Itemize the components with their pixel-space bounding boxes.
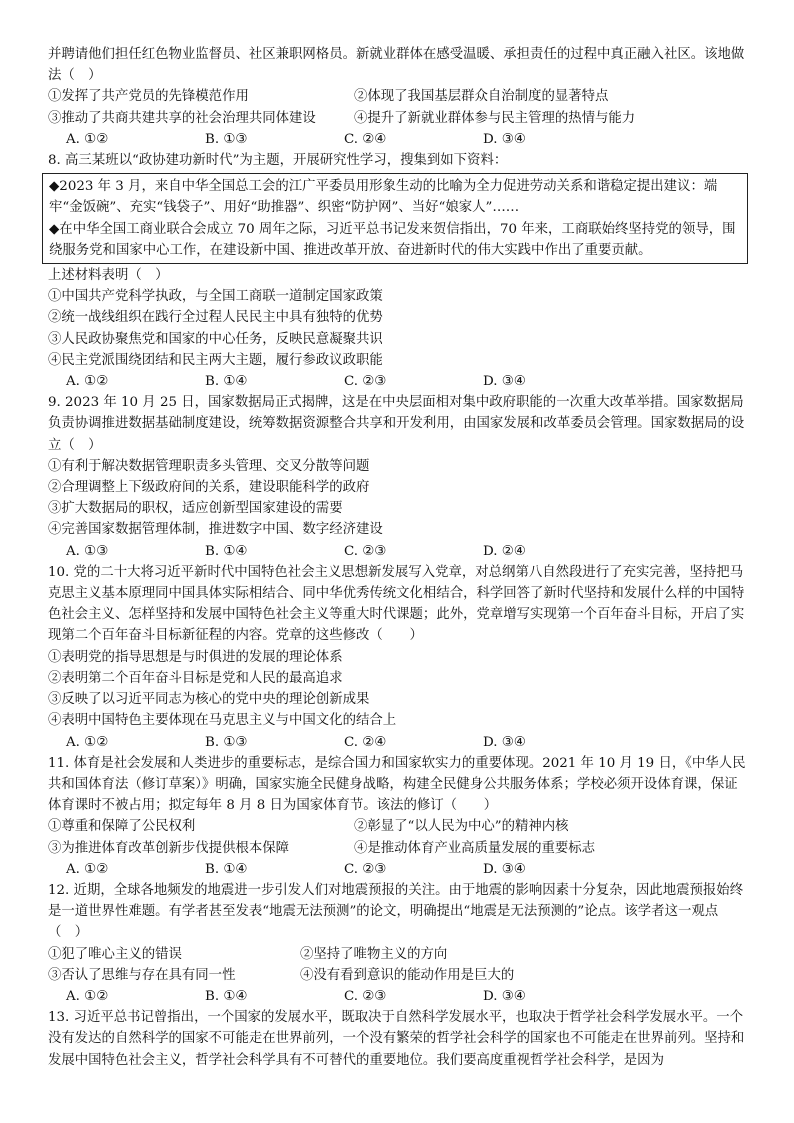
q8-answer-a: A. ①② [66,374,109,390]
q12-option-4: ④没有看到意识的能动作用是巨大的 [300,967,515,983]
q11-option-4: ④是推动体育产业高质量发展的重要标志 [354,840,596,856]
q12-answer-b: B. ①④ [205,988,248,1004]
q9-answer-b: B. ①④ [205,543,248,559]
q11-answer-a: A. ①② [66,861,109,877]
q8-question: 上述材料表明（ ） [48,268,169,284]
q11-answer-c: C. ②③ [344,861,387,877]
q10-answers [48,732,748,753]
q12-answer-a: A. ①② [66,988,109,1004]
q12-answer-d: D. ③④ [483,988,526,1004]
q12-options-row-1 [48,944,748,965]
q8-answer-c: C. ②③ [344,374,387,390]
q12-answers [48,986,748,1007]
exam-page [48,44,748,1071]
q12-option-1: ①犯了唯心主义的错误 [48,946,182,962]
q7-stem-tail: 并聘请他们担任红色物业监督员、社区兼职网格员。新就业群体在感受温暖、承担责任的过程中真正融入社区。该地做法（ ） [48,47,745,84]
q9-answer-a: A. ①③ [66,543,109,559]
q13-stem: 13. 习近平总书记曾指出，一个国家的发展水平，既取决于自然科学发展水平，也取决于哲学社会科学发展水平。一个没有发达的自然科学的国家不可能走在世界前列，一个没有繁荣的哲学社会科学的国家也不可能走在世界前列。坚持和发展中国特色社会主义，哲学社会科学具有不可替代的重要地位。我们要高度重视哲学社会科学，是因为 [48,1010,745,1068]
q11-option-1: ①尊重和保障了公民权利 [48,819,196,835]
q7-options-row-2 [48,108,748,129]
q8-stem: 8. 高三某班以“政协建功新时代”为主题，开展研究性学习，搜集到如下资料： [48,153,508,169]
q11-stem: 11. 体育是社会发展和人类进步的重要标志，是综合国力和国家软实力的重要体现。2021 年 10 月 19 日，《中华人民共和国体育法（修订草案）》明确，国家实施全民健身战略，构建全民健身公共服务体系；学校必须开设体育课，保证体育课时不被占用；拟定每年 8 月 8 日为国家体育节。该法的修订（ ） [48,755,746,814]
q11-option-2: ②彰显了“以人民为中心”的精神内核 [354,819,569,835]
q10-stem: 10. 党的二十大将习近平新时代中国特色社会主义思想新发展写入党章，对总纲第八自然段进行了充实完善，坚持把马克思主义基本原理同中国具体实际相结合、同中华优秀传统文化相结合，科学回答了新时代坚持和发展什么样的中国特色社会主义、怎样坚持和发展中国特色社会主义等重大时代课题；此外，党章增写实现第一个百年奋斗目标，开启了实现第二个百年奋斗目标新征程的内容。党章的这些修改（ ） [48,564,745,644]
q9-option-2: ②合理调整上下级政府间的关系，建设职能科学的政府 [48,480,370,496]
q12-option-2: ②坚持了唯物主义的方向 [300,946,448,962]
q7-option-2: ②体现了我国基层群众自治制度的显著特点 [354,89,609,105]
q9-stem: 9. 2023 年 10 月 25 日，国家数据局正式揭牌，这是在中央层面相对集中政府职能的一次重大改革举措。国家数据局负责协调推进数据基础制度建设，统筹数据资源整合共享和开发利用，由国家发展和改革委员会管理。国家数据局的设立（ ） [48,395,745,453]
q7-answer-d: D. ③④ [483,131,526,147]
q11-answer-d: D. ③④ [483,861,526,877]
q10-answer-c: C. ②④ [344,734,387,750]
q7-answer-b: B. ①③ [205,131,248,147]
q10-answer-b: B. ①③ [205,734,248,750]
q10-option-1: ①表明党的指导思想是与时俱进的发展的理论体系 [48,649,343,665]
q7-option-4: ④提升了新就业群体参与民主管理的热情与能力 [354,110,636,126]
q8-option-1: ①中国共产党科学执政，与全国工商联一道制定国家政策 [48,289,383,305]
q12-option-3: ③否认了思维与存在具有同一性 [48,967,236,983]
q12-options-row-2 [48,965,748,986]
q7-answer-a: A. ①② [66,131,109,147]
q12-answer-c: C. ②③ [344,988,387,1004]
q9-option-4: ④完善国家数据管理体制，推进数字中国、数字经济建设 [48,522,383,538]
q8-answer-d: D. ③④ [483,374,526,390]
q11-options-row-1 [48,816,748,837]
q7-answer-c: C. ②④ [344,131,387,147]
q10-option-2: ②表明第二个百年奋斗目标是党和人民的最高追求 [48,670,343,686]
q8-option-4: ④民主党派围绕团结和民主两大主题，履行参政议政职能 [48,352,383,368]
q10-answer-d: D. ③④ [483,734,526,750]
q9-answer-c: C. ②③ [344,543,387,559]
q11-answer-b: B. ①④ [205,861,248,877]
q8-option-2: ②统一战线组织在践行全过程人民民主中具有独特的优势 [48,310,383,326]
q9-answers [48,541,748,562]
q10-option-3: ③反映了以习近平同志为核心的党中央的理论创新成果 [48,692,370,708]
q7-options-row-1 [48,86,748,107]
q7-option-1: ①发挥了共产党员的先锋模范作用 [48,89,249,105]
q8-answers [48,371,748,392]
q9-option-3: ③扩大数据局的职权，适应创新型国家建设的需要 [48,501,343,517]
q11-options-row-2 [48,838,748,859]
q7-answers [48,129,748,150]
q11-option-3: ③为推进体育改革创新步伐提供根本保障 [48,840,290,856]
q8-material-1: ◆2023 年 3 月，来自中华全国总工会的江广平委员用形象生动的比喻为全力促进劳动关系和谐稳定提出建议：端牢“金饭碗”、充实“钱袋子”、用好“助推器”、织密“防护网”、当好“娘家人”…… [49,179,718,216]
q8-material-2: ◆在中华全国工商业联合会成立 70 周年之际，习近平总书记发来贺信指出，70 年来，工商联始终坚持党的领导，围绕服务党和国家中心工作，在建设新中国、推进改革开放、奋进新时代的伟大实践中作出了重要贡献。 [49,221,736,258]
q7-option-3: ③推动了共商共建共享的社会治理共同体建设 [48,110,316,126]
q8-answer-b: B. ①④ [205,374,248,390]
q9-answer-d: D. ②④ [483,543,526,559]
q10-answer-a: A. ①② [66,734,109,750]
q12-stem: 12. 近期，全球各地频发的地震进一步引发人们对地震预报的关注。由于地震的影响因素十分复杂，因此地震预报始终是一道世界性难题。有学者甚至发表“地震无法预测”的论文，明确提出“地震是无法预测的”论点。该学者这一观点（ ） [48,882,744,941]
q10-option-4: ④表明中国特色主要体现在马克思主义与中国文化的结合上 [48,713,397,729]
q11-answers [48,859,748,880]
q8-material-box [42,173,748,264]
q8-option-3: ③人民政协聚焦党和国家的中心任务，反映民意凝聚共识 [48,331,383,347]
q9-option-1: ①有利于解决数据管理职责多头管理、交叉分散等问题 [48,458,370,474]
